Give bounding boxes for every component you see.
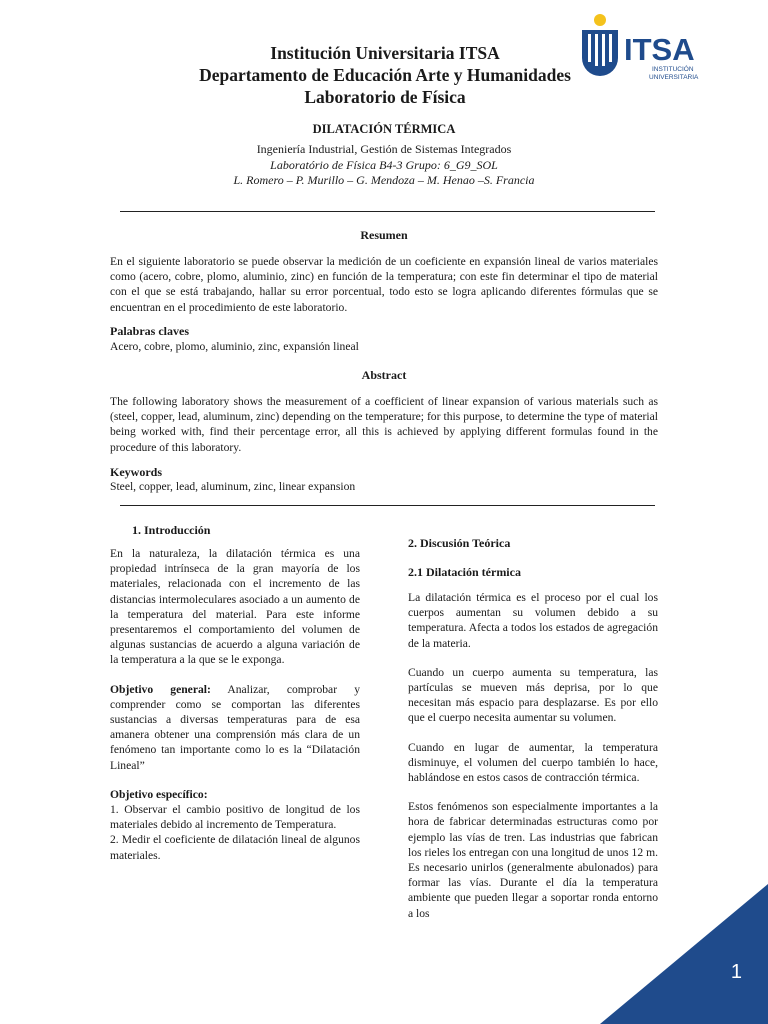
itsa-logo [578,12,723,84]
left-column [110,546,360,863]
divider-bottom [120,505,655,506]
paper-title: DILATACIÓN TÉRMICA [312,122,456,136]
objective-general [110,682,360,773]
corner-triangle [600,884,768,1024]
institution-name: Institución Universitaria ITSA [270,43,500,63]
intro-heading: 1. Introducción [132,523,211,537]
paper-meta [0,142,768,189]
objective-general-text: Analizar, comprobar y comprender como se comportan las diferentes sustancias a diversas temperaturas para de esa amanera obtener una comprensión más clara de un fenómeno tan importante como lo es la “Dilatación Lineal” [110,682,361,772]
objective-2: 2. Medir el coeficiente de dilatación lineal de algunos materiales. [110,833,360,862]
objective-general-label: Objetivo general: [110,682,211,696]
palabras-text: Acero, cobre, plomo, aluminio, zinc, expansión lineal [110,340,359,353]
divider-top [120,211,655,212]
theory-paragraph-1: La dilatación térmica es el proceso por el cual los cuerpos aumentan su volumen debido a su temperatura. Afecta a todos los estados de agregación de la materia. [408,591,658,650]
lab-name: Laboratorio de Física [304,87,466,107]
logo-sub2: UNIVERSITARIA [649,74,699,81]
theory-paragraph-3: Cuando en lugar de aumentar, la temperatura disminuye, el volumen del cuerpo también lo hace, hablándose en estos casos de contracción térmica. [408,740,658,785]
abstract-heading: Abstract [361,368,407,382]
intro-paragraph: En la naturaleza, la dilatación térmica es una propiedad intrínseca de la gran mayoría de los materiales, relacionada con el incremento de las distancias intermoleculares asociado a un aumento de la temperatura del material. Para este informe presentaremos el comportamiento del volumen de algunas sustancias de acuerdo a alguna variación de la temperatura a la que se le exponga. [110,547,360,667]
palabras-heading: Palabras claves [110,324,189,338]
theory-paragraph-2: Cuando un cuerpo aumenta su temperatura, las partículas se mueven más deprisa, por lo que necesitan más espacio para desplazarse. Es por ello que el cuerpo necesita aumentar su volumen. [408,665,658,725]
logo-sub1: INSTITUCIÓN [652,66,694,73]
theory-heading: 2. Discusión Teórica [408,536,511,550]
theory-paragraph-4: Estos fenómenos son especialmente importantes a la hora de fabricar determinadas estructuras como por ejemplo las vías de tren. Las industrias que fabrican los rieles los entregan con una longitud de unos 12 m. Es necesario unirlos (generalmente abulonados) para formar las vías. Durante el día la temperatura ambiente que pueden llegar a soportar ronda entorno a los [408,800,658,920]
abstract-text: The following laboratory shows the measurement of a coefficient of linear expansion of various materials such as (steel, copper, lead, aluminum, zinc) depending on the temperature; for this purpose, to determine the type of material being worked with, find their percentage error, all this is achieved by applying different formulas found in the procedure of this laboratory. [110,395,658,454]
keywords-heading: Keywords [110,465,162,479]
theory-subheading: 2.1 Dilatación térmica [408,565,521,579]
page-number: 1 [730,961,742,983]
authors-line: L. Romero – P. Murillo – G. Mendoza – M. Henao –S. Francia [233,173,535,187]
resumen-heading: Resumen [360,228,408,242]
lab-group-line: Laboratório de Física B4-3 Grupo: 6_G9_SOL [270,157,498,172]
keywords-text: Steel, copper, lead, aluminum, zinc, linear expansion [110,480,356,493]
resumen-text: En el siguiente laboratorio se puede observar la medición de un coeficiente en expansión lineal de varios materiales como (acero, cobre, plomo, aluminio, zinc) en función de la temperatura; con este fin determinar el tipo de material con el que se está trabajando, hallar su error porcentual, todo esto se logra aplicando diferentes fórmulas que se encuentran en el procedimiento de este laboratorio. [110,255,658,314]
institution-header [150,42,620,108]
objective-specific-label: Objetivo específico: [110,787,208,801]
program-line: Ingeniería Industrial, Gestión de Sistemas Integrados [256,142,512,156]
department-name: Departamento de Educación Arte y Humanidades [199,65,571,85]
logo-wordmark: ITSA [624,32,695,67]
objective-1: 1. Observar el cambio positivo de longitud de los materiales debido al incremento de Temperatura. [110,803,360,832]
